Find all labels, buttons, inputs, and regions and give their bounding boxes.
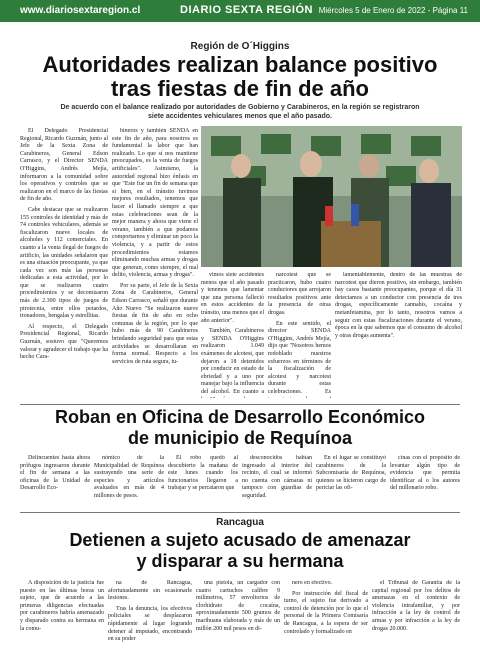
article3-column-2 [108, 580, 192, 666]
paragraph: En el lugar se constituyó carabineros de la Subcomisaría de Requínoa, quienes se hicieron cargo de periciar las ofi- [316, 455, 386, 492]
section-divider [20, 404, 460, 405]
paragraph: Por su parte, el Jefe de la Sexta Zona de Carabineros, General Edson Carrasco, señaló que durante Año Nuevo "Se realizaron nueve fiestas de fin de año en ocho comunas de la región, por lo que hubo más de 90 Carabineros brindando seguridad para que estas actividades se desarrollaran en forma normal. Respecto a los servicios de ruta segura, tu- [112, 282, 198, 365]
paragraph: El Delegado Presidencial Regional, Ricardo Guzmán, junto al Jefe de la Sexta Zona de Carabineros, General Edson Carrasco, y el Director SENDA O'Higgins, Andrés Mejía, informaron a la comunidad sobre los operativos y controles que se realizaron en el marco de las fiestas de fin de año. [20, 128, 108, 203]
paragraph: el Tribunal de Garantía de la capital regional por los delitos de amenazas en el contexto de violencia intrafamiliar, y por infracción a la ley de control de armas y por infracción a la ley de drogas 20.000. [372, 580, 460, 632]
paragraph: bineros y también SENDA en este fin de año, para nosotros es fundamental la labor que han realizado. Lo que sí nos mantiene preocupados, es la venta de fuegos artificiales". Asimismo, la autoridad regional hizo énfasis en que "Este fue un fin de semana que si bien, en el tránsito tuvimos mejores resultados, tenemos que hacer el llamado siempre a que estas celebraciones sean de la mejor manera y ahora que viene el verano, también a que podamos comportarnos y eliminar un poco la violencia, y a partir de estos procedimientos estamos eliminando muchas armas y drogas que generan, como siempre, el mal delito, violencia, armas y drogas". [112, 128, 198, 279]
article2-column-2 [94, 455, 164, 505]
site-url[interactable]: www.diariosextaregion.cl [20, 5, 141, 16]
article3-column-5 [372, 580, 460, 666]
paragraph: Delincuentes hasta ahora prófugos ingresaron durante el fin de semana a las oficinas de la Unidad de Desarrollo Eco- [20, 455, 90, 492]
newspaper-name: DIARIO SEXTA REGIÓN [180, 4, 313, 16]
paragraph: A disposición de la justicia fue puesto en las últimas horas un sujeto, que de acuerdo a las primeras diligencias efectuadas por carabineros habría amenazado y disparado contra su hermana en la comu- [20, 580, 104, 632]
press-conference-photo [201, 126, 462, 267]
article1-kicker: Región de O´Higgins [190, 41, 290, 52]
article2-column-3 [168, 455, 238, 505]
date-page: Miércoles 5 de Enero de 2022 - Página 11 [318, 6, 468, 15]
paragraph: vimos siete accidentes menos que el año pasado y tenemos que lamentar que una persona falleció en estos accidentes de tránsito, una menos que el año anterior". [201, 272, 264, 324]
article2-headline-line2: de municipio de Requínoa [127, 428, 352, 448]
article2-column-1 [20, 455, 90, 505]
paragraph: cinas con el propósito de levantar algún tipo de evidencia que permita identificar al o los autores del millonario robo. [390, 455, 460, 492]
article1-deck-line1: De acuerdo con el balance realizado por autoridades de Gobierno y Carabineros, en la región se registraron [60, 104, 420, 111]
article3-column-4 [284, 580, 368, 666]
article2-column-6 [390, 455, 460, 505]
article1-column-3 [201, 272, 264, 398]
paragraph: una pistola, un cargador con cuatro cartuchos calibre 9 milímetros, 57 envoltorios de clorhidrato de cocaína, aproximadamente 500 gramos de marihuana elaborada y más de un millón 200 mil pesos en di- [196, 580, 280, 632]
article2-column-4 [242, 455, 312, 505]
article3-headline-line2: y disparar a su hermana [136, 551, 344, 571]
article1-deck-line2: siete accidentes vehiculares menos que el año pasado. [147, 113, 333, 120]
article1-column-5 [335, 272, 462, 398]
paragraph: nero en efectivo. [292, 580, 333, 586]
article2-column-5 [316, 455, 386, 505]
paragraph: También, Carabineros y SENDA O'Higgins realizaron 1.049 exámenes de alcotest, que dejaron a 18 detenidos por conducir en estado de ebriedad y a uno por manejar bajo la influencia del alcohol. En cuanto a [201, 328, 264, 395]
article1-headline-line2: tras fiestas de fin de año [111, 76, 369, 101]
article1-headline-line1: Autoridades realizan balance positivo [42, 52, 438, 77]
paragraph: lamentablemente, dentro de las muestras de narcotest que dieron positivo, sin embargo, también hay casos bastante preocupantes, porque el día 31 detectamos a un conductor con presencia de tres drogas, específicamente cannabis, cocaína y metanfetamina, por lo tanto, nosotros vamos a seguir con estas fiscalizaciones durante el verano, época en la que sabemos que el consumo de alcohol y otras drogas aumenta". [335, 272, 462, 339]
paragraph: narcotest que se practicaron, hubo cuatro conductores que arrojaron resultados positivos ante la presencia de otras drogas. [268, 272, 331, 316]
paragraph: nómico de la Municipalidad de Requínoa sustrayendo una serie de especies y artículos avaluados en más de 4 millones de pesos. [94, 455, 164, 499]
paragraph: desconocidos habían ingresado al interior del recinto, el cual se informó no cuenta con cámaras ni tampoco con guardias de seguridad. [242, 455, 312, 499]
article3-column-1 [20, 580, 104, 666]
article1-column-4 [268, 272, 331, 398]
article1-column-1 [20, 128, 108, 398]
paragraph: Cabe destacar que se realizaron 155 controles de identidad y más de 74 controles vehiculares, además se fiscalizaron nueve locales de alcoholes y 112 comerciales. En cuanto a la venta ilegal de fuegos de artificio, las unidades señalaron que es una situación preocupante, ya que cada vez son más las personas dedicadas a esta actividad, por lo que se realizaron cuatro procedimientos y se decomisaron más de 2.300 tipos de juegos de pirotecnia, entre ellos petardos, tronadores, bengalas y estrellitas. [20, 206, 108, 320]
article2-headline-line1: Roban en Oficina de Desarrollo Económico [54, 407, 426, 427]
article3-column-3 [196, 580, 280, 666]
paragraph: Tras la denuncia, los efectivos policiales se desplazaron rápidamente al lugar logrando detener al imputado, encontrando en su poder [108, 605, 192, 643]
article3-kicker: Rancagua [216, 517, 264, 528]
paragraph: En este sentido, el director SENDA O'Higgins, Andrés Mejía, dijo que "Nosotros hemos redoblado nuestros esfuerzos en términos de la fiscalización de alcotest y narcotest durante estas celebraciones. Es [268, 320, 331, 395]
article1-column-2 [112, 128, 198, 398]
paragraph: El robo quedó al descubierto la mañana de este lunes cuando los funcionarios llegaron a trabajar y se percataron que [168, 455, 238, 492]
paragraph: Por instrucción del fiscal de turno, el sujeto fue derivado a control de detención por lo que el personal de la Primera Comisaría de Rancagua, a la espera de ser controlado y formalizado en [284, 590, 368, 635]
masthead [0, 0, 480, 22]
article1-photo [201, 126, 462, 267]
paragraph: Al respecto, el Delegado Presidencial Regional, Ricardo Guzmán, sostuvo que "Queremos valorar y agradecer el trabajo que ha hecho Cara- [20, 323, 108, 361]
section-divider [20, 512, 460, 513]
article3-headline-line1: Detienen a sujeto acusado de amenazar [69, 530, 411, 550]
paragraph: na de Rancagua, afortunadamente sin ocasionarle lesiones. [108, 580, 192, 602]
